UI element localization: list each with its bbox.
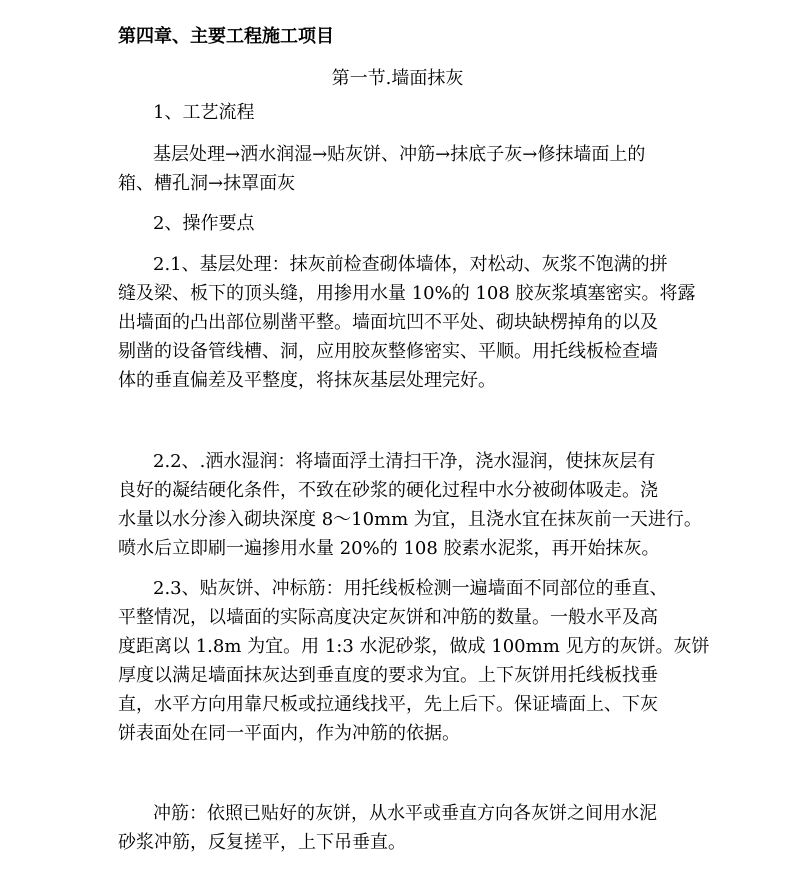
process-line: 基层处理→洒水润湿→贴灰饼、冲筋→抹底子灰→修抹墙面上的: [153, 144, 646, 165]
paragraph-2-3-line: 厚度以满足墙面抹灰达到垂直度的要求为宜。上下灰饼用托线板找垂: [118, 665, 658, 686]
paragraph-2-3-line: 度距离以 1.8m 为宜。用 1:3 水泥砂浆，做成 100mm 见方的灰饼。灰饼: [118, 636, 710, 657]
chapter-title: 第四章、主要工程施工项目: [118, 26, 334, 47]
heading-process: 1、工艺流程: [153, 102, 255, 123]
paragraph-2-1-line: 2.1、基层处理：抹灰前检查砌体墙体，对松动、灰浆不饱满的拼: [153, 254, 668, 275]
paragraph-chongjin-line: 冲筋：依照已贴好的灰饼，从水平或垂直方向各灰饼之间用水泥: [153, 803, 657, 824]
process-line: 箱、槽孔洞→抹罩面灰: [118, 173, 296, 194]
paragraph-2-1-line: 体的垂直偏差及平整度，将抹灰基层处理完好。: [118, 370, 496, 391]
paragraph-2-2-line: 2.2、.洒水湿润：将墙面浮土清扫干净，浇水湿润，使抹灰层有: [153, 451, 656, 472]
paragraph-2-2-line: 喷水后立即刷一遍掺用水量 20%的 108 胶素水泥浆，再开始抹灰。: [118, 538, 660, 559]
paragraph-2-3-line: 直，水平方向用靠尺板或拉通线找平，先上后下。保证墙面上、下灰: [118, 694, 658, 715]
paragraph-2-1-line: 缝及梁、板下的顶头缝，用掺用水量 10%的 108 胶灰浆填塞密实。将露: [118, 283, 696, 304]
paragraph-chongjin-line: 砂浆冲筋，反复搓平，上下吊垂直。: [118, 832, 406, 853]
heading-points: 2、操作要点: [153, 213, 255, 234]
paragraph-2-3-line: 平整情况，以墙面的实际高度决定灰饼和冲筋的数量。一般水平及高: [118, 607, 658, 628]
paragraph-2-1-line: 剔凿的设备管线槽、洞，应用胶灰整修密实、平顺。用托线板检查墙: [118, 341, 658, 362]
paragraph-2-3-line: 2.3、贴灰饼、冲标筋：用托线板检测一遍墙面不同部位的垂直、: [153, 578, 668, 599]
paragraph-2-2-line: 良好的凝结硬化条件，不致在砂浆的硬化过程中水分被砌体吸走。浇: [118, 480, 658, 501]
section-title: 第一节.墙面抹灰: [331, 68, 464, 89]
paragraph-2-2-line: 水量以水分渗入砌块深度 8～10mm 为宜，且浇水宜在抹灰前一天进行。: [118, 509, 702, 530]
paragraph-2-1-line: 出墙面的凸出部位剔凿平整。墙面坑凹不平处、砌块缺楞掉角的以及: [118, 312, 658, 333]
paragraph-2-3-line: 饼表面处在同一平面内，作为冲筋的依据。: [118, 723, 460, 744]
